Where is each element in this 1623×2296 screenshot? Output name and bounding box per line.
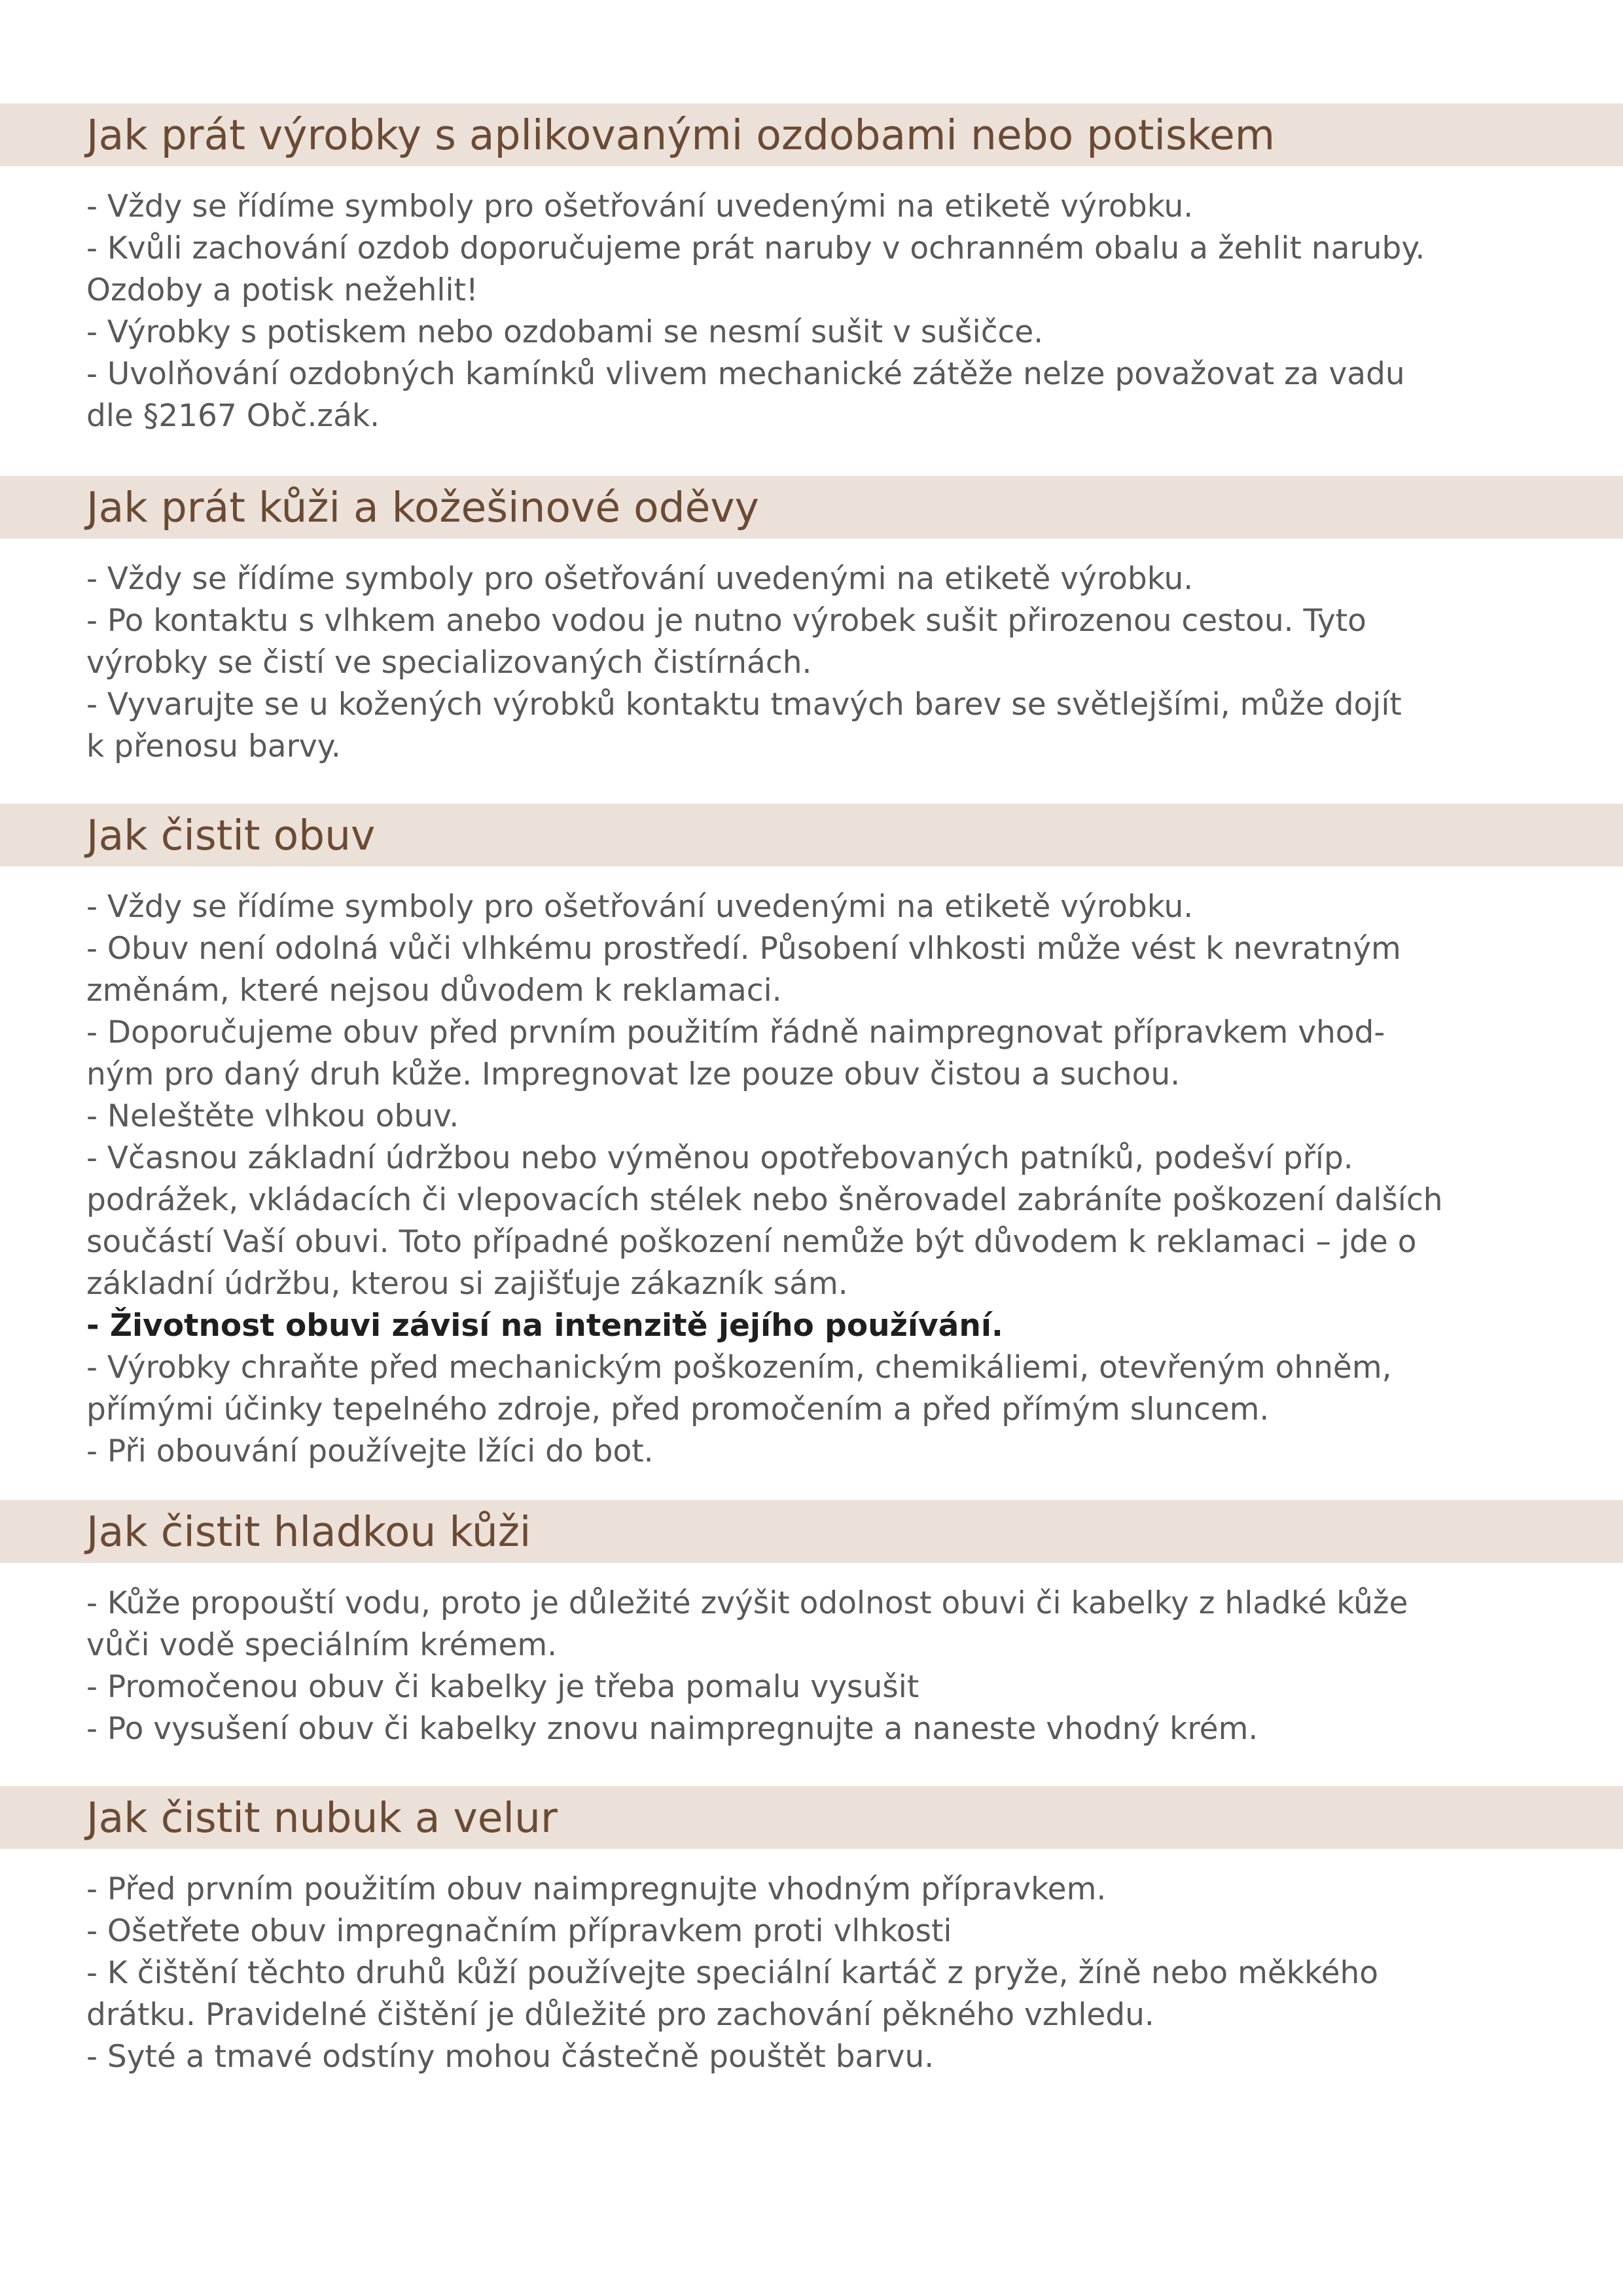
body-line: - Doporučujeme obuv před prvním použitím řádně naimpregnovat přípravkem vhod- xyxy=(86,1014,1385,1050)
body-line: Ozdoby a potisk nežehlit! xyxy=(86,272,478,308)
body-line: - Kůže propouští vodu, proto je důležité zvýšit odolnost obuvi či kabelky z hladké kůže xyxy=(86,1585,1408,1621)
section-heading-bar xyxy=(0,103,1623,166)
body-line: - Uvolňování ozdobných kamínků vlivem mechanické zátěže nelze považovat za vadu xyxy=(86,356,1405,392)
body-line: - Obuv není odolná vůči vlhkému prostředí. Působení vlhkosti může vést k nevratným xyxy=(86,931,1401,967)
section-heading-bar xyxy=(0,1500,1623,1563)
section-heading-bar xyxy=(0,804,1623,867)
section-heading-bar xyxy=(0,476,1623,539)
body-line: - Výrobky chraňte před mechanickým poškozením, chemikáliemi, otevřeným ohněm, xyxy=(86,1350,1392,1386)
body-line: - Při obouvání používejte lžíci do bot. xyxy=(86,1433,654,1469)
body-line: - Promočenou obuv či kabelky je třeba pomalu vysušit xyxy=(86,1669,919,1705)
section-smooth-leather xyxy=(0,1500,1623,1747)
body-line: základní údržbu, kterou si zajišťuje zákazník sám. xyxy=(86,1266,848,1302)
body-line: - Kvůli zachování ozdob doporučujeme prát naruby v ochranném obalu a žehlit naruby. xyxy=(86,230,1425,266)
section-heading: Jak čistit nubuk a velur xyxy=(86,1793,558,1842)
section-body xyxy=(86,1583,1585,1750)
body-line: - Ošetřete obuv impregnačním přípravkem proti vlhkosti xyxy=(86,1913,952,1949)
body-line-emphasis: - Životnost obuvi závisí na intenzitě jejího používání. xyxy=(86,1308,1003,1344)
section-body xyxy=(86,186,1585,437)
body-line: - Syté a tmavé odstíny mohou částečně pouštět barvu. xyxy=(86,2039,935,2075)
section-heading-bar xyxy=(0,1786,1623,1849)
section-heading: Jak čistit hladkou kůži xyxy=(86,1507,531,1556)
body-line: k přenosu barvy. xyxy=(86,728,341,764)
body-line: součástí Vaší obuvi. Toto případné poškození nemůže být důvodem k reklamaci – jde o xyxy=(86,1224,1417,1260)
body-line: - Včasnou základní údržbou nebo výměnou opotřebovaných patníků, podešví příp. xyxy=(86,1140,1353,1176)
section-body xyxy=(86,558,1585,768)
body-line: - Neleštěte vlhkou obuv. xyxy=(86,1098,459,1134)
section-body xyxy=(86,1869,1585,2078)
body-line: - Vyvarujte se u kožených výrobků kontaktu tmavých barev se světlejšími, může dojít xyxy=(86,687,1402,723)
body-line: přímými účinky tepelného zdroje, před promočením a před přímým sluncem. xyxy=(86,1391,1270,1427)
body-line: vůči vodě speciálním krémem. xyxy=(86,1627,558,1663)
body-line: - Vždy se řídíme symboly pro ošetřování uvedenými na etiketě výrobku. xyxy=(86,889,1194,925)
section-heading: Jak čistit obuv xyxy=(86,811,376,859)
body-line: drátku. Pravidelné čištění je důležité pro zachování pěkného vzhledu. xyxy=(86,1997,1154,2033)
section-heading: Jak prát kůži a kožešinové oděvy xyxy=(86,483,759,531)
body-line: - K čištění těchto druhů kůží používejte speciální kartáč z pryže, žíně nebo měkkého xyxy=(86,1955,1379,1991)
body-line: - Vždy se řídíme symboly pro ošetřování uvedenými na etiketě výrobku. xyxy=(86,188,1194,224)
body-line: - Po kontaktu s vlhkem anebo vodou je nutno výrobek sušit přirozenou cestou. Tyto xyxy=(86,603,1366,639)
body-line: dle §2167 Obč.zák. xyxy=(86,398,380,434)
section-body xyxy=(86,886,1585,1473)
body-line: výrobky se čistí ve specializovaných čistírnách. xyxy=(86,645,812,681)
section-heading: Jak prát výrobky s aplikovanými ozdobami nebo potiskem xyxy=(86,111,1275,159)
section-footwear xyxy=(0,804,1623,1469)
body-line: - Vždy se řídíme symboly pro ošetřování uvedenými na etiketě výrobku. xyxy=(86,561,1194,597)
body-line: - Po vysušení obuv či kabelky znovu naimpregnujte a naneste vhodný krém. xyxy=(86,1711,1258,1747)
section-leather-fur xyxy=(0,476,1623,764)
section-embellished-items xyxy=(0,103,1623,434)
body-line: - Před prvním použitím obuv naimpregnujte vhodným přípravkem. xyxy=(86,1871,1107,1907)
body-line: ným pro daný druh kůže. Impregnovat lze pouze obuv čistou a suchou. xyxy=(86,1056,1181,1092)
body-line: změnám, které nejsou důvodem k reklamaci. xyxy=(86,973,782,1009)
body-line: - Výrobky s potiskem nebo ozdobami se nesmí sušit v sušičce. xyxy=(86,314,1044,350)
body-line: podrážek, vkládacích či vlepovacích stélek nebo šněrovadel zabráníte poškození dalších xyxy=(86,1182,1443,1218)
section-nubuck-suede xyxy=(0,1786,1623,2075)
